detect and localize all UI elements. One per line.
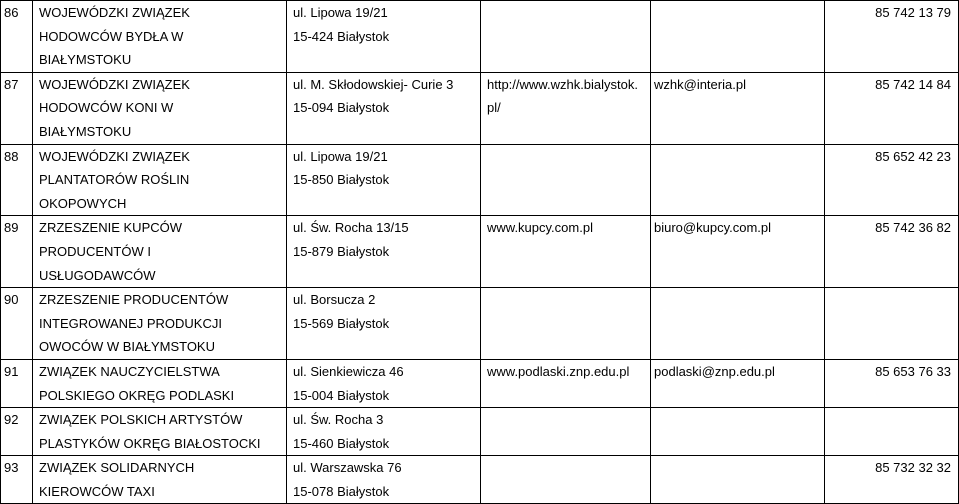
row-number xyxy=(1,1,33,73)
email-link[interactable]: podlaski@znp.edu.pl xyxy=(654,363,775,379)
email xyxy=(651,144,825,216)
address-line: 15-850 Białystok xyxy=(293,172,390,188)
email xyxy=(651,359,825,407)
phone xyxy=(825,72,959,144)
organization-address xyxy=(287,72,481,144)
website-link[interactable]: www.podlaski.znp.edu.pl xyxy=(487,363,630,379)
email xyxy=(651,456,825,504)
phone xyxy=(825,288,959,360)
address-line: ul. M. Skłodowskiej- Curie 3 xyxy=(293,76,454,92)
organization-address xyxy=(287,288,481,360)
website-link[interactable]: www.kupcy.com.pl xyxy=(487,220,593,236)
row-number-text: 93 xyxy=(4,460,19,476)
website xyxy=(481,144,651,216)
row-number-text: 90 xyxy=(4,292,19,308)
row-number xyxy=(1,216,33,288)
organization-name-line: WOJEWÓDZKI ZWIĄZEK xyxy=(39,5,190,20)
phone-number: 85 732 32 32 xyxy=(875,460,951,476)
phone-number: 85 742 13 79 xyxy=(875,5,951,20)
table-row xyxy=(1,288,959,360)
organization-name-line: PLASTYKÓW OKRĘG BIAŁOSTOCKI xyxy=(39,435,261,451)
table-row xyxy=(1,216,959,288)
organization-name xyxy=(33,216,287,288)
website xyxy=(481,408,651,456)
row-number xyxy=(1,359,33,407)
email-link[interactable]: biuro@kupcy.com.pl xyxy=(654,220,771,236)
organization-address xyxy=(287,359,481,407)
address-line: 15-094 Białystok xyxy=(293,100,390,116)
email-link[interactable]: wzhk@interia.pl xyxy=(654,76,746,92)
table-row xyxy=(1,456,959,504)
phone xyxy=(825,408,959,456)
address-line: ul. Warszawska 76 xyxy=(293,460,402,476)
organization-name-line: KIEROWCÓW TAXI xyxy=(39,483,155,499)
address-line: 15-424 Białystok xyxy=(293,28,390,44)
row-number-text: 92 xyxy=(4,412,19,428)
address-line: ul. Lipowa 19/21 xyxy=(293,148,388,164)
organization-name-line: ZWIĄZEK POLSKICH ARTYSTÓW xyxy=(39,412,243,428)
organization-name-line: BIAŁYMSTOKU xyxy=(39,52,132,68)
organization-name-line: ZWIĄZEK NAUCZYCIELSTWA xyxy=(39,363,220,379)
row-number xyxy=(1,72,33,144)
email xyxy=(651,216,825,288)
organization-name-line: HODOWCÓW KONI W xyxy=(39,100,174,116)
phone xyxy=(825,456,959,504)
organization-name xyxy=(33,288,287,360)
row-number xyxy=(1,144,33,216)
organization-address xyxy=(287,456,481,504)
table-row xyxy=(1,72,959,144)
website-link[interactable]: pl/ xyxy=(487,100,501,116)
table-row xyxy=(1,359,959,407)
address-line: 15-004 Białystok xyxy=(293,387,390,403)
address-line: ul. Borsucza 2 xyxy=(293,292,376,308)
row-number-text: 88 xyxy=(4,148,19,164)
email xyxy=(651,288,825,360)
organization-address xyxy=(287,144,481,216)
address-line: ul. Sienkiewicza 46 xyxy=(293,363,404,379)
organization-name-line: USŁUGODAWCÓW xyxy=(39,267,156,283)
phone-number: 85 742 36 82 xyxy=(875,220,951,236)
organization-address xyxy=(287,1,481,73)
phone xyxy=(825,359,959,407)
website xyxy=(481,72,651,144)
website xyxy=(481,456,651,504)
table-row xyxy=(1,1,959,73)
organization-name-line: WOJEWÓDZKI ZWIĄZEK xyxy=(39,76,190,92)
organization-name xyxy=(33,359,287,407)
row-number-text: 86 xyxy=(4,5,19,20)
email xyxy=(651,408,825,456)
row-number-text: 87 xyxy=(4,76,19,92)
organization-name-line: ZRZESZENIE PRODUCENTÓW xyxy=(39,292,229,308)
phone xyxy=(825,1,959,73)
phone xyxy=(825,216,959,288)
table-row xyxy=(1,144,959,216)
address-line: ul. Św. Rocha 13/15 xyxy=(293,220,409,236)
organization-name-line: ZRZESZENIE KUPCÓW xyxy=(39,220,183,236)
organization-name xyxy=(33,144,287,216)
row-number-text: 89 xyxy=(4,220,19,236)
website xyxy=(481,216,651,288)
organization-name-line: PRODUCENTÓW I xyxy=(39,243,151,259)
website-link[interactable]: http://www.wzhk.bialystok. xyxy=(487,76,638,92)
email xyxy=(651,72,825,144)
organization-name xyxy=(33,408,287,456)
organization-name-line: PLANTATORÓW ROŚLIN xyxy=(39,172,190,188)
table-row xyxy=(1,408,959,456)
organization-name-line: OKOPOWYCH xyxy=(39,195,127,211)
organization-name-line: WOJEWÓDZKI ZWIĄZEK xyxy=(39,148,190,164)
organization-name-line: BIAŁYMSTOKU xyxy=(39,123,132,139)
organization-name-line: OWOCÓW W BIAŁYMSTOKU xyxy=(39,339,215,355)
address-line: 15-879 Białystok xyxy=(293,243,390,259)
organization-address xyxy=(287,408,481,456)
organization-name xyxy=(33,456,287,504)
organization-name xyxy=(33,72,287,144)
organization-name xyxy=(33,1,287,73)
website xyxy=(481,1,651,73)
row-number xyxy=(1,408,33,456)
row-number xyxy=(1,288,33,360)
address-line: 15-078 Białystok xyxy=(293,483,390,499)
table-body xyxy=(1,1,959,504)
email xyxy=(651,1,825,73)
organization-address xyxy=(287,216,481,288)
phone-number: 85 652 42 23 xyxy=(875,148,951,164)
address-line: ul. Św. Rocha 3 xyxy=(293,412,384,428)
organization-name-line: ZWIĄZEK SOLIDARNYCH xyxy=(39,460,195,476)
phone-number: 85 653 76 33 xyxy=(875,363,951,379)
address-line: 15-569 Białystok xyxy=(293,315,390,331)
row-number xyxy=(1,456,33,504)
phone xyxy=(825,144,959,216)
address-line: 15-460 Białystok xyxy=(293,435,390,451)
website xyxy=(481,288,651,360)
organization-name-line: INTEGROWANEJ PRODUKCJI xyxy=(39,315,222,331)
row-number-text: 91 xyxy=(4,363,19,379)
organization-name-line: POLSKIEGO OKRĘG PODLASKI xyxy=(39,387,235,403)
website xyxy=(481,359,651,407)
address-line: ul. Lipowa 19/21 xyxy=(293,5,388,20)
organization-name-line: HODOWCÓW BYDŁA W xyxy=(39,28,184,44)
phone-number: 85 742 14 84 xyxy=(875,76,951,92)
